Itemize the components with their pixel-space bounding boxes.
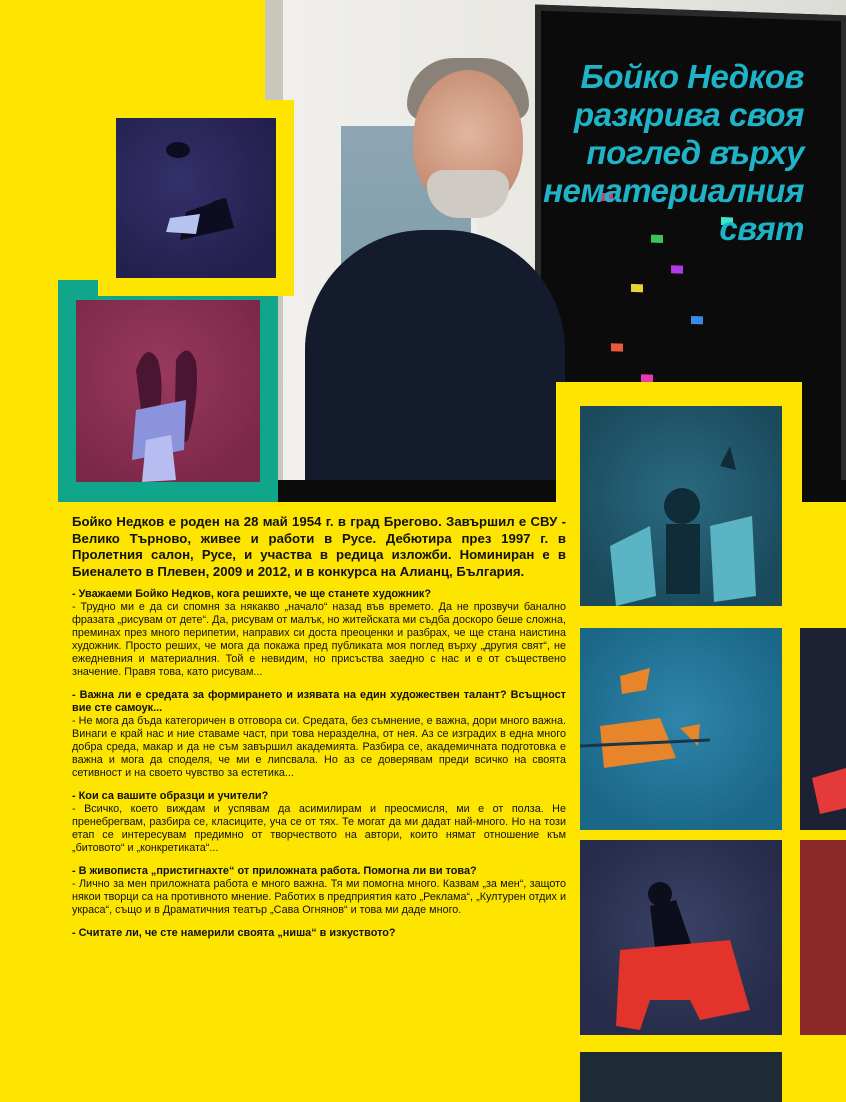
painting-frame-yellow [98,100,294,296]
intro-paragraph: Бойко Недков е роден на 28 май 1954 г. в град Брегово. Завършил е СВУ - Велико Търново, живее и работи в Русе. Дебютира през 1997 г. в Пролетния салон, Русе, и участва в редица изложби. Номиниран е в Биеналето в Плевен, 2009 и 2012, и в конкурса на Алианц, България. [72,514,566,579]
painting-shapes [800,628,846,830]
article-body [72,514,566,940]
painting-shapes [76,300,260,482]
interview-question: - Уважаеми Бойко Недков, кога решихте, че ще станете художник? [72,588,432,600]
headline-line: разкрива своя [574,96,804,133]
painting-shapes [580,840,782,1035]
interview-question: - В живописта „пристигнахте“ от приложната работа. Помогна ли ви това? [72,865,477,877]
painting-teal-figure [580,406,782,606]
painting-shapes [116,118,276,278]
headline-line: нематериалния [543,172,804,209]
headline-line: Бойко Недков [580,58,804,95]
painting-shapes [580,406,782,606]
headline [504,58,804,248]
artist-beard [427,170,509,218]
interview-answer: - Всичко, което виждам и успявам да асимилирам и преосмисля, ми е от полза. Не пренебрегвам, разбира се, класиците, уча се от тях. Те могат да ми дадат най-много. Но на този етап се интересувам предимно от творчеството на автори, които нямат отношение към „битовото“ и „конкретиката“... [72,803,566,854]
painting-red-edge [800,840,846,1035]
headline-line: поглед върху [586,134,804,171]
photo-bottom-band [278,480,556,502]
interview-question: - Кои са вашите образци и учители? [72,790,269,802]
right-band [802,480,846,502]
painting-dark-edge [800,628,846,830]
painting-blue-orange [580,628,782,830]
headline-line: свят [719,210,804,247]
artist-sweater [305,230,565,480]
painting-shapes [580,628,782,830]
interview-answer: - Лично за мен приложната работа е много важна. Тя ми помогна много. Казвам „за мен“, защото някои творци са на противното мнение. Работих в предприятия като „Реклама“, „Културен отдих и украса“, също и в Драматичния театър „Сава Огнянов“ и това ми даде много. [72,878,566,916]
interview-question: - Считате ли, че сте намерили своята „ниша“ в изкуството? [72,927,396,939]
painting-red-figures [580,840,782,1035]
interview-question: - Важна ли е средата за формирането и изявата на един художествен талант? Всъщност вие сте самоук... [72,689,566,714]
interview-answer: - Не мога да бъда категоричен в отговора си. Средата, без съмнение, е важна, дори много важна. Винаги е край нас и ние ставаме част, при това неразделна, от нея. Аз се изградих в една много добра среда, макар и да не съм завършил академията. Разбира се, академичната подготовка е важна и мога да споделя, че ми е липсвала. Но аз се доверявам преди всичко на своята сетивност и на своето чувство за естетика... [72,715,566,779]
painting-magenta-figures [76,300,260,482]
painting-frame-right [556,382,802,618]
interview-answer: - Трудно ми е да си спомня за някакво „начало“ назад във времето. Да не прозвучи банално фразата „рисувам от дете“. Да, рисувам от малък, но житейската ми съдба доскоро беше сложна, преминах през много перипетии, направих си доста преоценки и разбрах, че ще стана наистина художник. Просто реших, че мога да покажа пред публиката моя поглед върху „другия свят“, не ежедневния и материалния. Той е невидим, но присъства заедно с нас и е от съществено значение. Правя това, като рисувам... [72,601,566,678]
painting-bottom [580,1052,782,1102]
painting-frame-teal [58,280,278,502]
painting-purple-abstract [116,118,276,278]
